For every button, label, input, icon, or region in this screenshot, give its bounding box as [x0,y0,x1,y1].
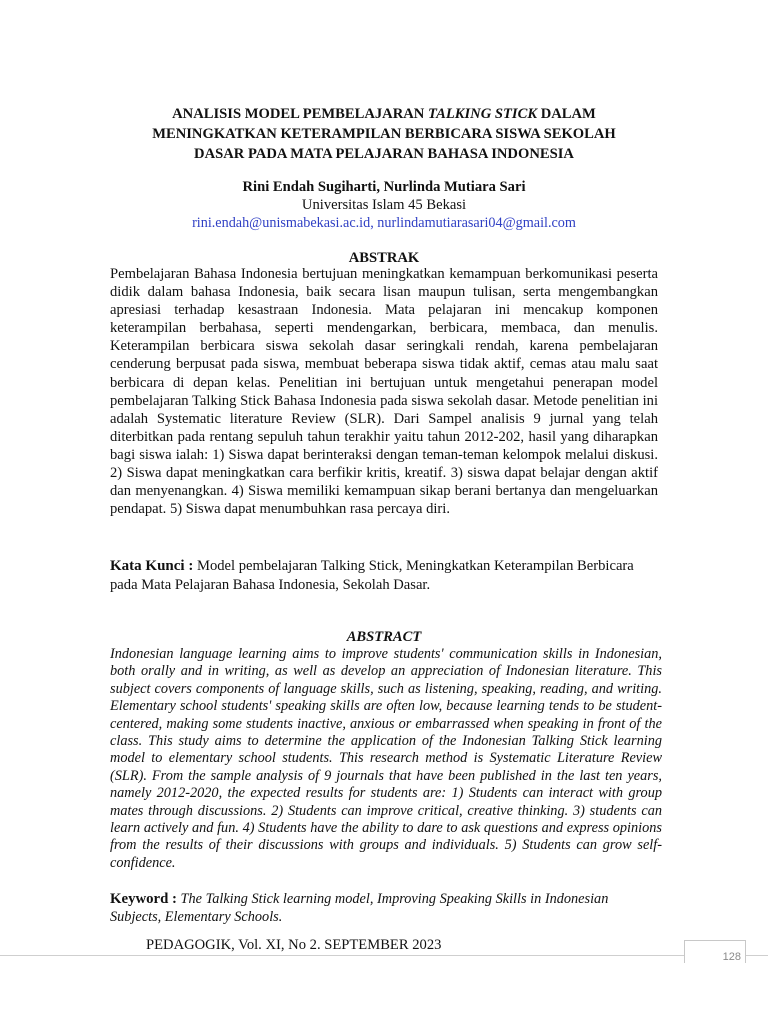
title-emphasis: TALKING STICK [427,106,538,122]
title-line-1: ANALISIS MODEL PEMBELAJARAN TALKING STICK DALAM [172,106,596,122]
affiliation: Universitas Islam 45 Bekasi [301,197,467,213]
title-line-3: DASAR PADA MATA PELAJARAN BAHASA INDONESIA [194,146,574,162]
author-emails[interactable]: rini.endah@unismabekasi.ac.id, nurlindamutiarasari04@gmail.com [192,215,576,231]
keyword [110,890,662,926]
kata-kunci [110,557,658,595]
abstract-body: Indonesian language learning aims to improve students' communication skills in Indonesian, both orally and in writing, as well as develop an appreciation of Indonesian literature. This subject covers components of language skills, such as listening, speaking, reading, and writing. Elementary school students' speaking skills are often low, because learning tends to be student-centered, making some students inactive, anxious or embarrassed when speaking in front of the class. This study aims to determine the application of the Indonesian Talking Stick learning model to elementary school students. This research method is Systematic Literature Review (SLR). From the sample analysis of 9 journals that have been published in the last ten years, namely 2012-2020, the expected results for students are: 1) Students can interact with group mates through discussions. 2) Students can improve critical, creative thinking. 3) students can learn actively and fun. 4) Students have the ability to dare to ask questions and express opinions from the results of their discussions with groups and individuals. 5) Students can grow self-confidence. [110,646,662,871]
keyword-text: The Talking Stick learning model, Improving Speaking Skills in Indonesian Subjects, Elementary Schools. [110,891,609,925]
kata-kunci-text: Model pembelajaran Talking Stick, Meningkatkan Keterampilan Berbicara pada Mata Pelajaran Bahasa Indonesia, Sekolah Dasar. [110,558,634,593]
abstract-heading: ABSTRACT [346,629,422,645]
abstrak-body: Pembelajaran Bahasa Indonesia bertujuan meningkatkan kemampuan berkomunikasi peserta didik dalam bahasa Indonesia, baik secara lisan maupun tulisan, serta mengembangkan apresiasi terhadap kesastraan Indonesia. Mata pelajaran ini mencakup komponen keterampilan berbahasa, seperti mendengarkan, berbicara, membaca, dan menulis. Keterampilan berbicara siswa sekolah dasar seringkali rendah, karena pembelajaran cenderung berpusat pada siswa, membuat beberapa siswa tidak aktif, cemas atau malu saat berbicara di depan kelas. Penelitian ini bertujuan untuk mengetahui penerapan model pembelajaran Talking Stick Bahasa Indonesia pada siswa sekolah dasar. Metode penelitian ini adalah Systematic literature Review (SLR). Dari Sampel analisis 9 jurnal yang telah diterbitkan pada rentang sepuluh tahun terakhir yaitu tahun 2012-202, hasil yang diharapkan bagi siswa ialah: 1) Siswa dapat berinteraksi dengan teman-teman kelompok melalui diskusi. 2) Siswa dapat meningkatkan cara berfikir kritis, kreatif. 3) siswa dapat belajar dengan aktif dan menyenangkan. 4) Siswa memiliki kemampuan sikap berani bertanya dan mengeluarkan pendapat. 5) Siswa dapat menumbuhkan rasa percaya diri. [110,266,658,518]
journal-footer: PEDAGOGIK, Vol. XI, No 2. SEPTEMBER 2023 [146,937,442,953]
footer-divider [0,955,768,956]
paper-title [110,104,658,164]
author-list: Rini Endah Sugiharti, Nurlinda Mutiara Sari [242,179,526,195]
page-number: 128 [684,940,746,963]
keyword-label: Keyword : [110,891,177,907]
title-line-2: MENINGKATKAN KETERAMPILAN BERBICARA SISWA SEKOLAH [152,126,616,142]
kata-kunci-label: Kata Kunci : [110,558,194,574]
abstrak-heading: ABSTRAK [348,250,420,266]
